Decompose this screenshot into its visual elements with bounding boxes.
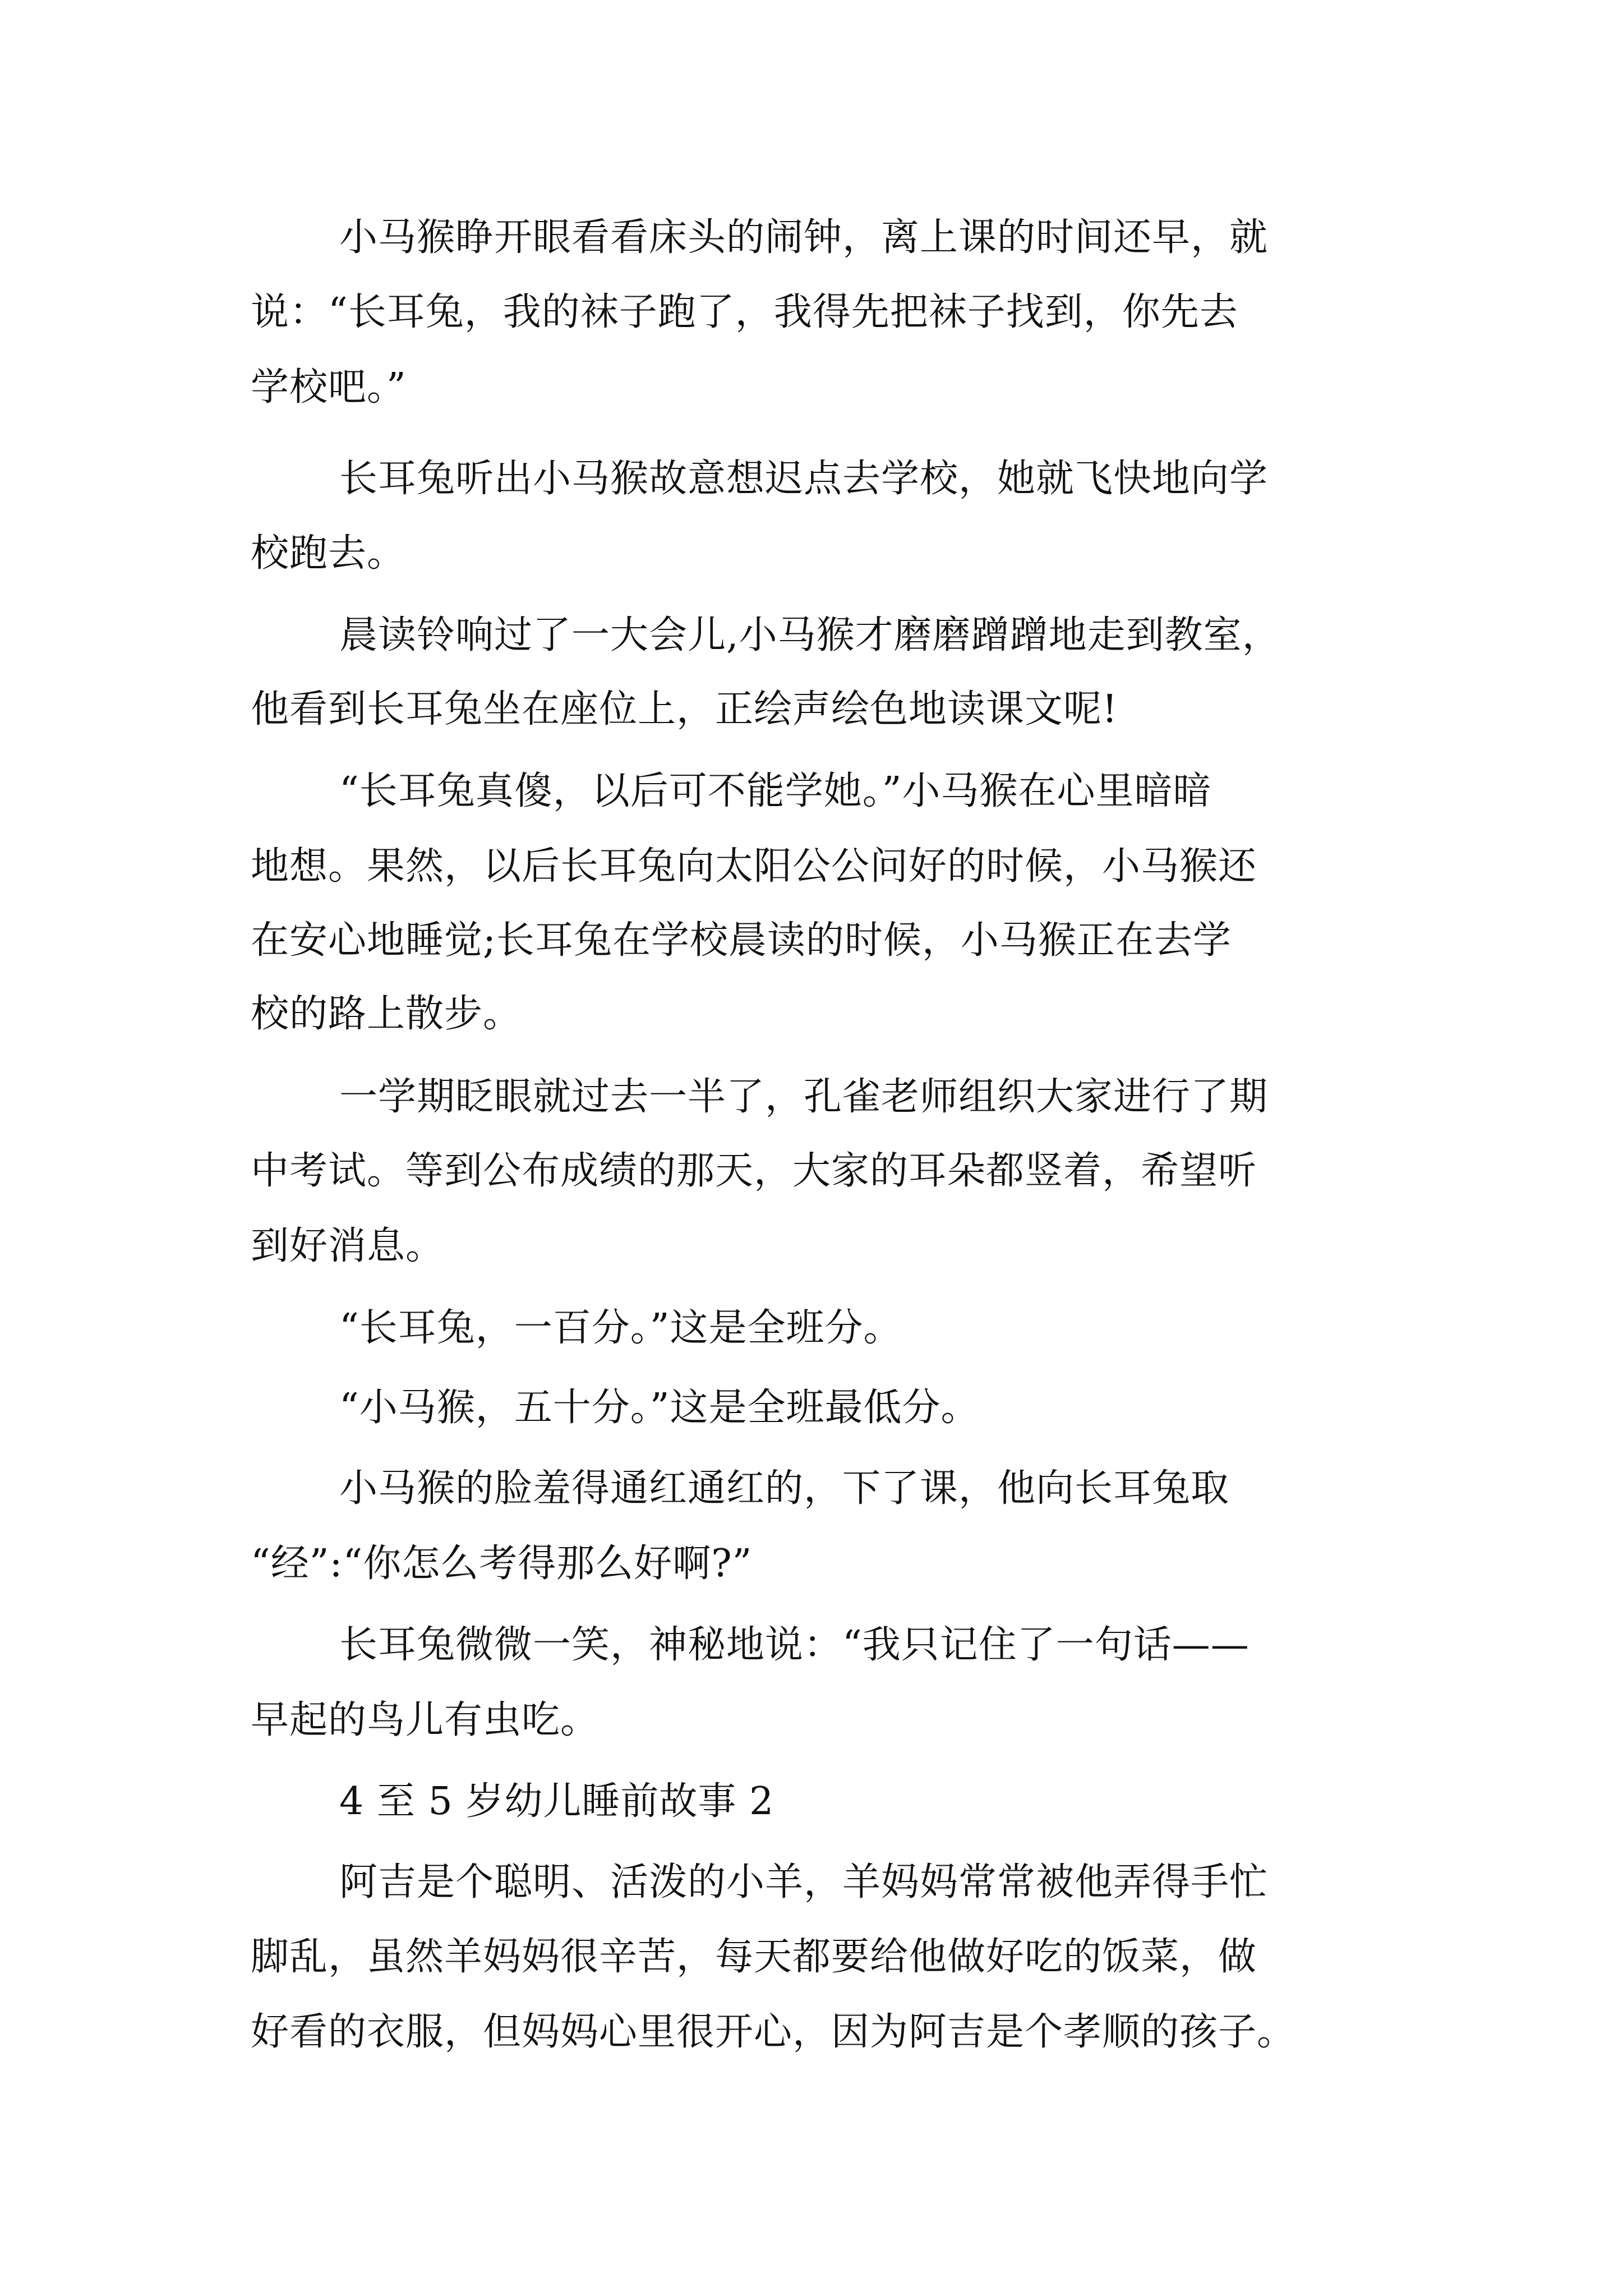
text-line: 好看的衣服，但妈妈心里很开心，因为阿吉是个孝顺的孩子。: [251, 2010, 1296, 2054]
text-line: 他看到长耳兔坐在座位上，正绘声绘色地读课文呢!: [251, 687, 1118, 731]
text-line: 小马猴睁开眼看看床头的闹钟，离上课的时间还早，就: [339, 215, 1269, 260]
text-line: 在安心地睡觉;长耳兔在学校晨读的时候，小马猴正在去学: [251, 918, 1232, 963]
text-line: “经”:“你怎么考得那么好啊?”: [251, 1542, 753, 1586]
text-line: 早起的鸟儿有虫吃。: [251, 1698, 600, 1742]
text-line: 长耳兔微微一笑，神秘地说：“我只记住了一句话——: [339, 1623, 1249, 1667]
text-line: 到好消息。: [251, 1224, 445, 1268]
text-line: 长耳兔听出小马猴故意想迟点去学校，她就飞快地向学: [339, 457, 1269, 501]
text-line: 学校吧。”: [251, 365, 407, 409]
text-line: “长耳兔，一百分。”这是全班分。: [339, 1306, 902, 1350]
text-line: 一学期眨眼就过去一半了，孔雀老师组织大家进行了期: [339, 1075, 1269, 1119]
section-heading: 4 至 5 岁幼儿睡前故事 2: [339, 1779, 774, 1824]
text-line: 中考试。等到公布成绩的那天，大家的耳朵都竖着，希望听: [251, 1149, 1257, 1193]
text-line: 阿吉是个聪明、活泼的小羊，羊妈妈常常被他弄得手忙: [339, 1860, 1269, 1904]
text-line: 说：“长耳兔，我的袜子跑了，我得先把袜子找到，你先去: [251, 290, 1238, 334]
text-line: 校的路上散步。: [251, 992, 522, 1036]
text-line: 小马猴的脸羞得通红通红的，下了课，他向长耳兔取: [339, 1466, 1230, 1511]
text-line: 脚乱，虽然羊妈妈很辛苦，每天都要给他做好吃的饭菜，做: [251, 1935, 1257, 1979]
text-line: “长耳兔真傻，以后可不能学她。”小马猴在心里暗暗: [339, 769, 1212, 813]
text-line: “小马猴，五十分。”这是全班最低分。: [339, 1386, 980, 1430]
text-line: 晨读铃响过了一大会儿,小马猴才磨磨蹭蹭地走到教室，: [339, 613, 1281, 657]
text-line: 地想。果然，以后长耳兔向太阳公公问好的时候，小马猴还: [251, 844, 1257, 889]
text-line: 校跑去。: [251, 531, 406, 576]
